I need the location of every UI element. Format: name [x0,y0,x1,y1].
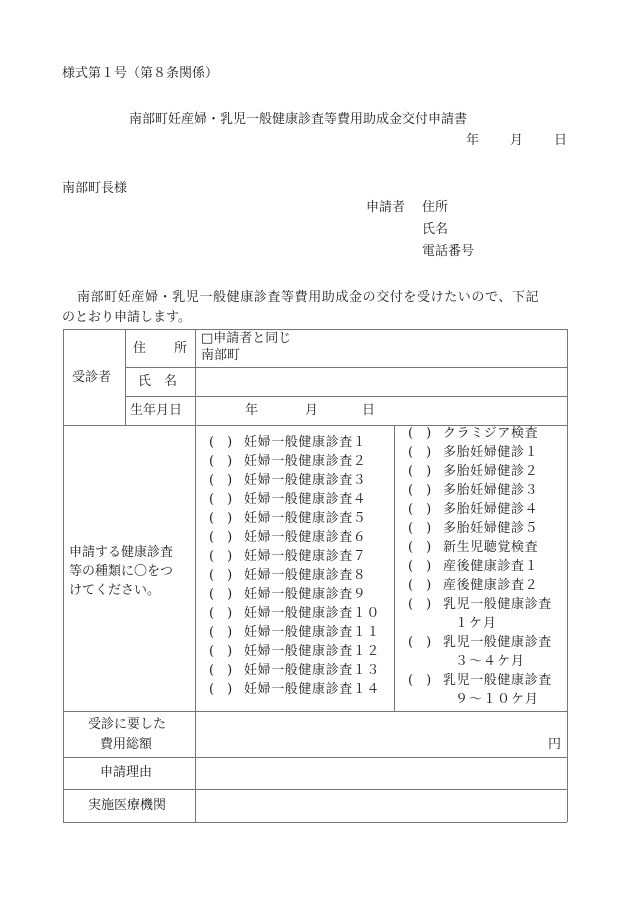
exam-option-label: 妊婦一般健康診査３ [244,473,367,488]
address-label-2: 所 [174,341,188,356]
exam-option-sublabel: ３～４ケ月 [455,654,526,669]
exam-option-label: 新生児聴覚検査 [443,540,539,555]
exam-option-label: 多胎妊婦健診３ [443,483,539,498]
exam-option-label: 乳児一般健康診査 [443,597,552,612]
patient-label: 受診者 [72,370,112,385]
birthdate-label: 生年月日 [130,403,183,418]
exam-checkbox[interactable]: ( ) [209,454,233,469]
exam-instruction-3: けてください。 [69,583,161,598]
address-label-1: 住 [133,341,147,356]
exam-checkbox[interactable]: ( ) [408,673,432,688]
exam-checkbox[interactable]: ( ) [209,549,233,564]
form-title: 南部町妊産婦・乳児一般健康診査等費用助成金交付申請書 [129,112,468,127]
exam-option-label: 妊婦一般健康診査７ [244,549,367,564]
exam-option-label: 妊婦一般健康診査１３ [244,663,381,678]
reason-field[interactable] [203,763,563,785]
exam-instruction-2: 等の種類に〇をつ [69,564,174,579]
exam-option-label: 妊婦一般健康診査１２ [244,644,381,659]
exam-option-sublabel: ９～１０ケ月 [455,692,540,707]
exam-checkbox[interactable]: ( ) [209,492,233,507]
applicant-label: 申請者 [366,200,406,215]
applicant-phone-label: 電話番号 [422,244,475,259]
exam-checkbox[interactable]: ( ) [408,521,432,536]
exam-option-label: 妊婦一般健康診査６ [244,530,367,545]
cost-label-2: 費用総額 [100,737,153,752]
exam-option-label: 多胎妊婦健診１ [443,445,539,460]
exam-checkbox[interactable]: ( ) [209,473,233,488]
exam-option-label: 妊婦一般健康診査１４ [244,682,381,697]
cost-field[interactable] [203,722,543,752]
exam-option-label: 妊婦一般健康診査８ [244,568,367,583]
exam-instruction-1: 申請する健康診査 [69,545,174,560]
exam-checkbox[interactable]: ( ) [408,483,432,498]
exam-checkbox[interactable]: ( ) [408,464,432,479]
exam-checkbox[interactable]: ( ) [209,530,233,545]
exam-option-sublabel: １ケ月 [455,616,498,631]
exam-checkbox[interactable]: ( ) [209,644,233,659]
exam-checkbox[interactable]: ( ) [209,682,233,697]
cost-unit: 円 [548,737,562,752]
exam-option-label: 多胎妊婦健診４ [443,502,539,517]
exam-option-label: 産後健康診査１ [443,559,539,574]
exam-option-label: クラミジア検査 [443,426,539,441]
exam-checkbox[interactable]: ( ) [209,625,233,640]
exam-option-label: 妊婦一般健康診査１ [244,435,367,450]
exam-option-label: 妊婦一般健康診査１０ [244,606,381,621]
patient-address-field[interactable]: 南部町 [201,348,241,363]
exam-checkbox[interactable]: ( ) [408,540,432,555]
exam-checkbox[interactable]: ( ) [209,568,233,583]
exam-checkbox[interactable]: ( ) [209,587,233,602]
reason-label: 申請理由 [100,765,153,780]
exam-option-label: 妊婦一般健康診査２ [244,454,367,469]
exam-option-label: 乳児一般健康診査 [443,673,552,688]
exam-option-label: 妊婦一般健康診査５ [244,511,367,526]
birth-month[interactable]: 月 [305,403,319,418]
date-year: 年 [466,133,480,148]
exam-checkbox[interactable]: ( ) [209,511,233,526]
exam-checkbox[interactable]: ( ) [408,445,432,460]
birth-year[interactable]: 年 [245,403,259,418]
name-label: 氏 名 [138,374,178,389]
exam-checkbox[interactable]: ( ) [209,663,233,678]
exam-option-label: 乳児一般健康診査 [443,635,552,650]
institution-label: 実施医療機関 [88,798,167,813]
exam-option-label: 産後健康診査２ [443,578,539,593]
exam-checkbox[interactable]: ( ) [408,502,432,517]
exam-option-label: 妊婦一般健康診査９ [244,587,367,602]
date-month: 月 [510,133,524,148]
applicant-name-label: 氏名 [422,222,449,237]
applicant-address-label: 住所 [422,200,449,215]
exam-checkbox[interactable]: ( ) [408,597,432,612]
exam-checkbox[interactable]: ( ) [408,635,432,650]
addressee: 南部町長様 [62,181,128,196]
patient-name-field[interactable] [203,374,563,392]
exam-option-label: 妊婦一般健康診査４ [244,492,367,507]
intro-line-2: のとおり申請します。 [62,310,191,325]
exam-checkbox[interactable]: ( ) [209,435,233,450]
intro-line-1: 南部町妊産婦・乳児一般健康診査等費用助成金の交付を受けたいので、下記 [77,290,540,305]
form-number: 様式第１号（第８条関係） [62,66,219,81]
exam-checkbox[interactable]: ( ) [408,578,432,593]
exam-checkbox[interactable]: ( ) [408,426,432,441]
exam-option-label: 多胎妊婦健診５ [443,521,539,536]
cost-label-1: 受診に要した [88,717,167,732]
exam-checkbox[interactable]: ( ) [209,606,233,621]
birth-day[interactable]: 日 [362,403,376,418]
exam-option-label: 妊婦一般健康診査１１ [244,625,381,640]
same-as-applicant-checkbox[interactable]: □申請者と同じ [201,331,292,346]
institution-field[interactable] [203,795,563,817]
exam-checkbox[interactable]: ( ) [408,559,432,574]
date-day: 日 [554,133,568,148]
exam-option-label: 多胎妊婦健診２ [443,464,539,479]
